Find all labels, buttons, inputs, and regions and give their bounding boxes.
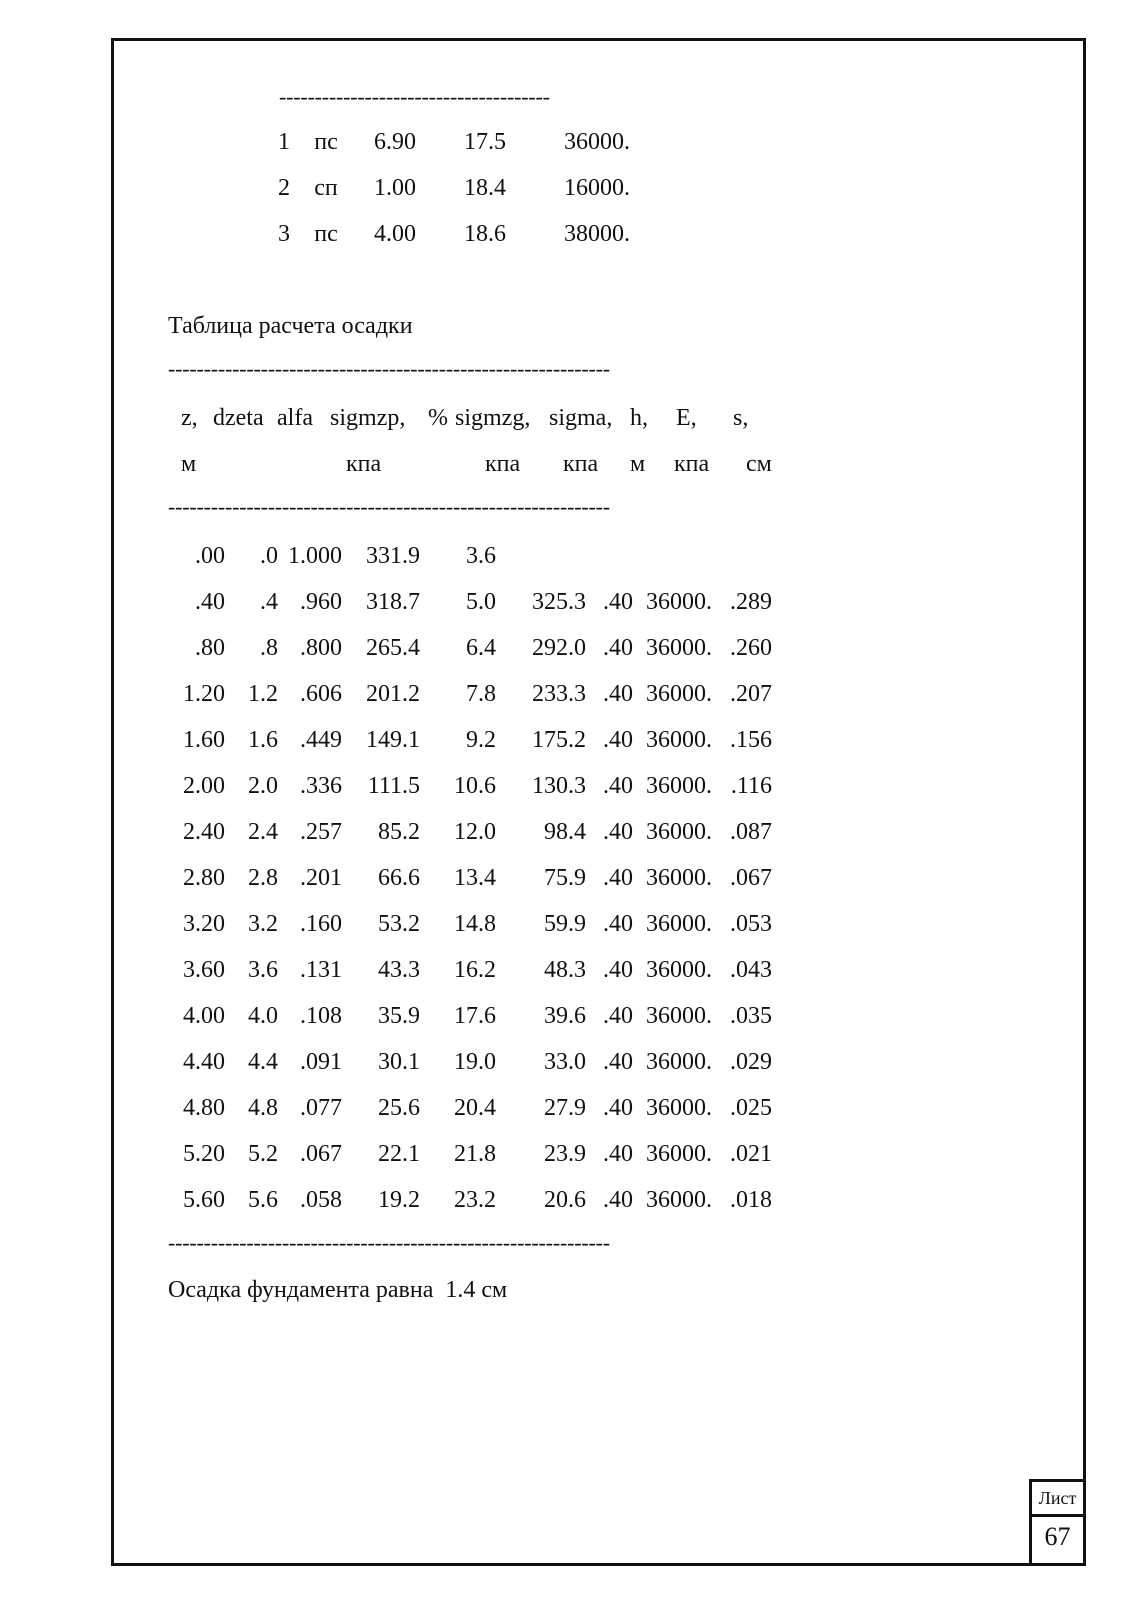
- table-cell: 5.6: [248, 1187, 278, 1213]
- table-cell: 22.1: [378, 1141, 420, 1167]
- table-cell: 16.2: [454, 957, 496, 983]
- table-cell: 325.3: [532, 589, 586, 615]
- table-cell: 5.0: [466, 589, 496, 615]
- soil-cell: 4.00: [374, 221, 416, 247]
- table-cell: 6.4: [466, 635, 496, 661]
- settlement-table-separator-top: --------------------------------------------------------------: [168, 356, 610, 381]
- sheet-number: 67: [1029, 1514, 1086, 1566]
- soil-cell: 16000.: [564, 175, 630, 201]
- column-header: z,: [181, 405, 198, 431]
- table-cell: .40: [603, 1095, 633, 1121]
- table-cell: 2.40: [183, 819, 225, 845]
- soil-cell: 2: [278, 175, 290, 201]
- soil-cell: 6.90: [374, 129, 416, 155]
- table-cell: .449: [300, 727, 342, 753]
- table-cell: 19.0: [454, 1049, 496, 1075]
- table-cell: .40: [603, 589, 633, 615]
- table-cell: 12.0: [454, 819, 496, 845]
- table-cell: .043: [730, 957, 772, 983]
- table-cell: 5.2: [248, 1141, 278, 1167]
- table-cell: 30.1: [378, 1049, 420, 1075]
- table-cell: 1.6: [248, 727, 278, 753]
- table-cell: 3.6: [466, 543, 496, 569]
- column-header: sigmzg,: [455, 405, 531, 431]
- page-frame: [111, 38, 1086, 1566]
- table-cell: .40: [603, 635, 633, 661]
- table-cell: .053: [730, 911, 772, 937]
- table-cell: 1.60: [183, 727, 225, 753]
- column-header: dzeta: [213, 405, 264, 431]
- table-cell: .800: [300, 635, 342, 661]
- table-cell: 20.4: [454, 1095, 496, 1121]
- table-cell: 3.20: [183, 911, 225, 937]
- table-cell: 1.2: [248, 681, 278, 707]
- table-cell: 4.40: [183, 1049, 225, 1075]
- settlement-result: Осадка фундамента равна 1.4 см: [168, 1277, 508, 1303]
- settlement-table-separator-bottom: --------------------------------------------------------------: [168, 1230, 610, 1255]
- soil-cell: сп: [314, 175, 338, 201]
- table-cell: .40: [603, 773, 633, 799]
- column-header: s,: [733, 405, 749, 431]
- table-cell: 66.6: [378, 865, 420, 891]
- table-cell: .257: [300, 819, 342, 845]
- table-cell: .029: [730, 1049, 772, 1075]
- table-cell: .40: [603, 1049, 633, 1075]
- table-cell: .40: [195, 589, 225, 615]
- table-cell: 36000.: [646, 589, 712, 615]
- table-cell: 1.000: [288, 543, 342, 569]
- table-cell: 39.6: [544, 1003, 586, 1029]
- column-unit: кпа: [485, 451, 521, 477]
- table-cell: 7.8: [466, 681, 496, 707]
- table-cell: 4.80: [183, 1095, 225, 1121]
- table-cell: .067: [300, 1141, 342, 1167]
- table-cell: 233.3: [532, 681, 586, 707]
- table-cell: 292.0: [532, 635, 586, 661]
- table-cell: .116: [730, 773, 772, 799]
- table-cell: 36000.: [646, 865, 712, 891]
- table-cell: 4.00: [183, 1003, 225, 1029]
- table-cell: 3.60: [183, 957, 225, 983]
- column-unit: кпа: [346, 451, 382, 477]
- table-cell: 53.2: [378, 911, 420, 937]
- table-cell: .156: [730, 727, 772, 753]
- column-unit: кпа: [674, 451, 710, 477]
- table-cell: .077: [300, 1095, 342, 1121]
- table-cell: 201.2: [366, 681, 420, 707]
- table-cell: 5.20: [183, 1141, 225, 1167]
- table-cell: 36000.: [646, 1095, 712, 1121]
- table-cell: 98.4: [544, 819, 586, 845]
- table-cell: .606: [300, 681, 342, 707]
- table-cell: .40: [603, 727, 633, 753]
- table-cell: .087: [730, 819, 772, 845]
- table-cell: 265.4: [366, 635, 420, 661]
- table-cell: 10.6: [454, 773, 496, 799]
- table-cell: 36000.: [646, 1141, 712, 1167]
- soil-table-separator-top: --------------------------------------: [279, 84, 550, 109]
- table-cell: 9.2: [466, 727, 496, 753]
- table-cell: 13.4: [454, 865, 496, 891]
- table-cell: 36000.: [646, 911, 712, 937]
- settlement-table-title: Таблица расчета осадки: [168, 313, 413, 339]
- table-cell: 36000.: [646, 773, 712, 799]
- column-header: sigma,: [549, 405, 613, 431]
- table-cell: .40: [603, 819, 633, 845]
- table-cell: 85.2: [378, 819, 420, 845]
- table-cell: .058: [300, 1187, 342, 1213]
- soil-cell: 3: [278, 221, 290, 247]
- table-cell: .40: [603, 957, 633, 983]
- table-cell: 19.2: [378, 1187, 420, 1213]
- table-cell: 2.0: [248, 773, 278, 799]
- table-cell: .025: [730, 1095, 772, 1121]
- table-cell: 5.60: [183, 1187, 225, 1213]
- column-header: alfa: [277, 405, 313, 431]
- table-cell: 33.0: [544, 1049, 586, 1075]
- soil-cell: пс: [314, 221, 338, 247]
- table-cell: 25.6: [378, 1095, 420, 1121]
- column-unit: м: [181, 451, 197, 477]
- table-cell: .40: [603, 1187, 633, 1213]
- table-cell: 149.1: [366, 727, 420, 753]
- table-cell: 27.9: [544, 1095, 586, 1121]
- column-unit: см: [746, 451, 772, 477]
- table-cell: 36000.: [646, 957, 712, 983]
- column-header: sigmzp,: [330, 405, 406, 431]
- table-cell: .40: [603, 1141, 633, 1167]
- table-cell: .067: [730, 865, 772, 891]
- soil-cell: 38000.: [564, 221, 630, 247]
- table-cell: .108: [300, 1003, 342, 1029]
- table-cell: .8: [260, 635, 278, 661]
- table-cell: .4: [260, 589, 278, 615]
- table-cell: .40: [603, 1003, 633, 1029]
- table-cell: .201: [300, 865, 342, 891]
- column-unit: кпа: [563, 451, 599, 477]
- table-cell: .289: [730, 589, 772, 615]
- column-header: E,: [676, 405, 697, 431]
- table-cell: 4.0: [248, 1003, 278, 1029]
- settlement-table-separator-mid: --------------------------------------------------------------: [168, 494, 610, 519]
- table-cell: 1.20: [183, 681, 225, 707]
- table-cell: 17.6: [454, 1003, 496, 1029]
- column-header: %: [428, 405, 448, 431]
- table-cell: 59.9: [544, 911, 586, 937]
- table-cell: .160: [300, 911, 342, 937]
- table-cell: 14.8: [454, 911, 496, 937]
- table-cell: 36000.: [646, 1049, 712, 1075]
- table-cell: .40: [603, 681, 633, 707]
- soil-cell: пс: [314, 129, 338, 155]
- table-cell: .018: [730, 1187, 772, 1213]
- table-cell: 2.4: [248, 819, 278, 845]
- table-cell: .207: [730, 681, 772, 707]
- table-cell: 35.9: [378, 1003, 420, 1029]
- table-cell: 318.7: [366, 589, 420, 615]
- soil-cell: 18.6: [464, 221, 506, 247]
- table-cell: 43.3: [378, 957, 420, 983]
- table-cell: .131: [300, 957, 342, 983]
- soil-cell: 17.5: [464, 129, 506, 155]
- table-cell: 2.80: [183, 865, 225, 891]
- table-cell: 3.6: [248, 957, 278, 983]
- table-cell: .40: [603, 911, 633, 937]
- table-cell: 48.3: [544, 957, 586, 983]
- soil-cell: 1: [278, 129, 290, 155]
- table-cell: .40: [603, 865, 633, 891]
- table-cell: 36000.: [646, 1003, 712, 1029]
- table-cell: 23.2: [454, 1187, 496, 1213]
- table-cell: 36000.: [646, 727, 712, 753]
- table-cell: 3.2: [248, 911, 278, 937]
- table-cell: 36000.: [646, 635, 712, 661]
- table-cell: 36000.: [646, 1187, 712, 1213]
- table-cell: 75.9: [544, 865, 586, 891]
- table-cell: 2.00: [183, 773, 225, 799]
- table-cell: 4.8: [248, 1095, 278, 1121]
- table-cell: 175.2: [532, 727, 586, 753]
- table-cell: .336: [300, 773, 342, 799]
- table-cell: 21.8: [454, 1141, 496, 1167]
- soil-cell: 36000.: [564, 129, 630, 155]
- soil-cell: 1.00: [374, 175, 416, 201]
- table-cell: .960: [300, 589, 342, 615]
- table-cell: .091: [300, 1049, 342, 1075]
- table-cell: 130.3: [532, 773, 586, 799]
- sheet-label: Лист: [1029, 1479, 1086, 1517]
- table-cell: 111.5: [367, 773, 420, 799]
- table-cell: .80: [195, 635, 225, 661]
- table-cell: .0: [260, 543, 278, 569]
- table-cell: 36000.: [646, 681, 712, 707]
- table-cell: .035: [730, 1003, 772, 1029]
- column-unit: м: [630, 451, 646, 477]
- table-cell: .00: [195, 543, 225, 569]
- table-cell: 23.9: [544, 1141, 586, 1167]
- table-cell: 331.9: [366, 543, 420, 569]
- column-header: h,: [630, 405, 648, 431]
- table-cell: 20.6: [544, 1187, 586, 1213]
- table-cell: 4.4: [248, 1049, 278, 1075]
- table-cell: .021: [730, 1141, 772, 1167]
- table-cell: 2.8: [248, 865, 278, 891]
- table-cell: .260: [730, 635, 772, 661]
- soil-cell: 18.4: [464, 175, 506, 201]
- table-cell: 36000.: [646, 819, 712, 845]
